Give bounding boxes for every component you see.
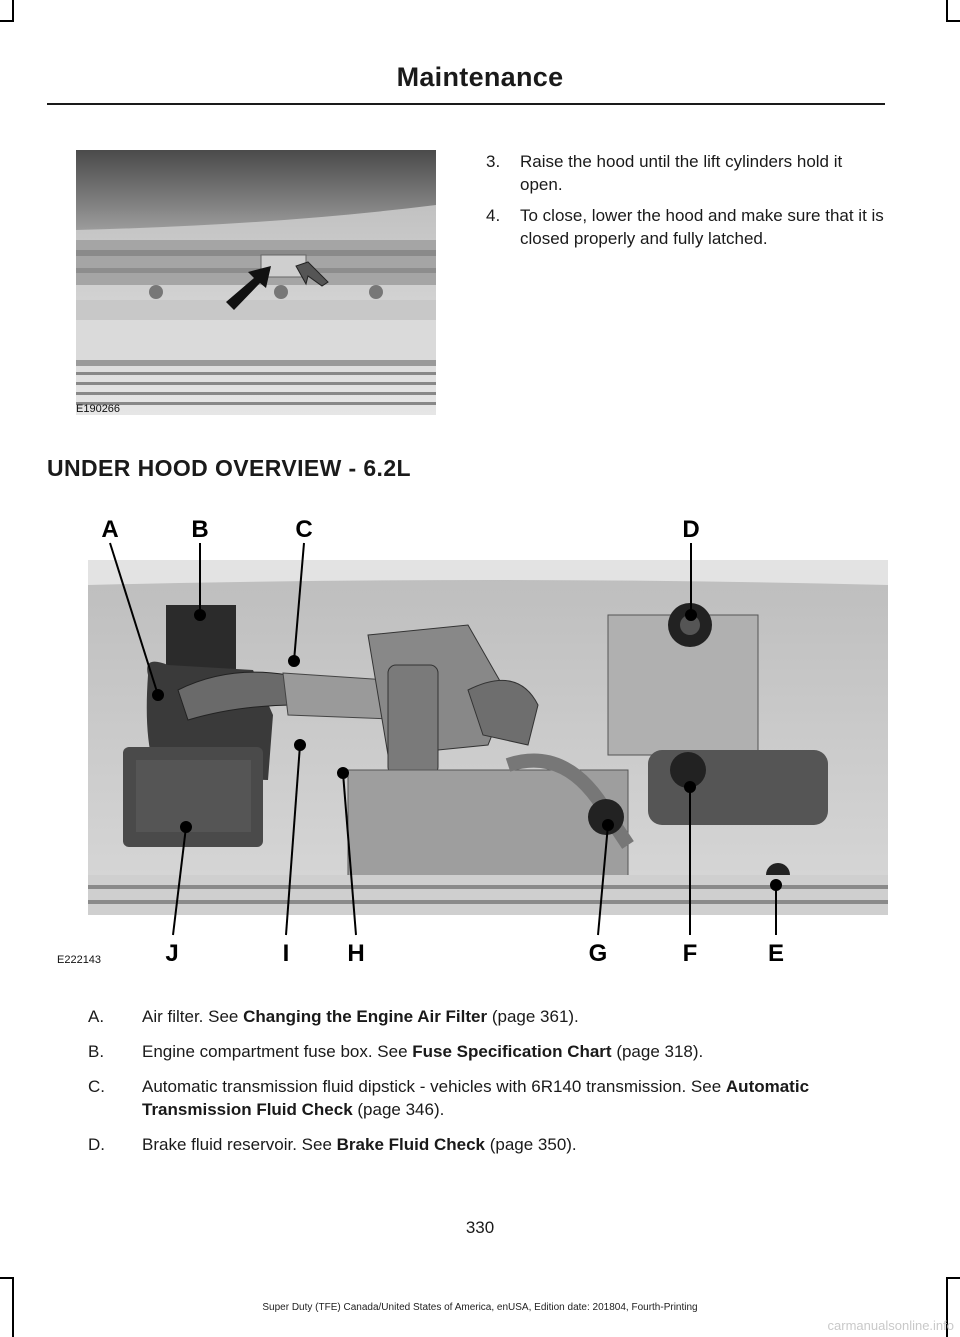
cross-reference-link[interactable]: Automatic Transmission Fluid Check	[142, 1077, 810, 1119]
engine-compartment-illustration	[88, 515, 888, 965]
list-item: D. Brake fluid reservoir. See Brake Fluid Check (page 350).	[88, 1135, 577, 1154]
crop-mark	[0, 1277, 14, 1279]
callout-label: G	[588, 940, 608, 965]
figure-id: E190266	[76, 403, 121, 415]
list-item: B. Engine compartment fuse box. See Fuse Specification Chart (page 318).	[88, 1042, 704, 1061]
step-list	[486, 150, 886, 258]
page-title: Maintenance	[396, 62, 564, 92]
figure-id: E222143	[57, 954, 102, 966]
edition-footer: Super Duty (TFE) Canada/United States of America, enUSA, Edition date: 201804, Fourth-Printing	[262, 1302, 698, 1313]
callout-label: D	[682, 516, 700, 543]
cross-reference-link[interactable]: Fuse Specification Chart	[412, 1042, 612, 1061]
callout-label: C	[295, 516, 313, 543]
callout-label: I	[282, 940, 290, 965]
list-item: 3. Raise the hood until the lift cylinders hold it open.	[486, 152, 843, 194]
callout-label: B	[191, 516, 209, 543]
crop-mark	[946, 20, 960, 22]
section-heading: UNDER HOOD OVERVIEW - 6.2L	[47, 455, 411, 481]
header-rule	[47, 103, 885, 105]
cross-reference-link[interactable]: Brake Fluid Check	[336, 1135, 485, 1154]
component-list	[88, 1005, 888, 1168]
hood-latch-illustration	[76, 150, 436, 415]
callout-label: A	[101, 516, 119, 543]
crop-mark	[946, 1277, 960, 1279]
callout-label: J	[165, 940, 179, 965]
list-item: 4. To close, lower the hood and make sure that it is closed properly and fully latched.	[486, 206, 884, 248]
callout-label: F	[682, 940, 698, 965]
list-item: A. Air filter. See Changing the Engine Air Filter (page 361).	[88, 1007, 579, 1026]
cross-reference-link[interactable]: Changing the Engine Air Filter	[243, 1007, 488, 1026]
crop-mark	[0, 20, 14, 22]
crop-mark	[12, 0, 14, 20]
page-number: 330	[465, 1218, 495, 1237]
crop-mark	[946, 0, 948, 20]
list-item: C. Automatic transmission fluid dipstick - vehicles with 6R140 transmission. See Automatic Transmission Fluid Check (page 346).	[88, 1077, 810, 1119]
watermark: carmanualsonline.info	[827, 1318, 954, 1333]
callout-label: H	[347, 940, 365, 965]
callout-label: E	[767, 940, 785, 965]
